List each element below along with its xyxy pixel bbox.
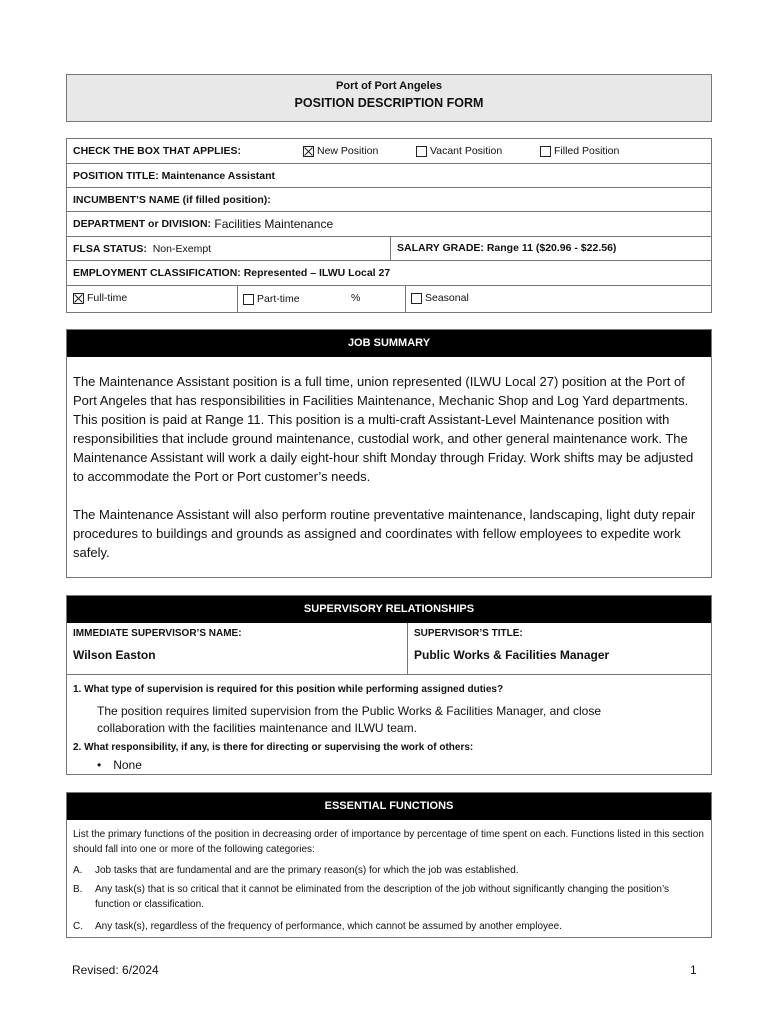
new-position-option[interactable]	[303, 145, 378, 157]
answer-2: None	[113, 758, 142, 772]
seasonal-checkbox[interactable]	[411, 293, 422, 304]
part-time-checkbox[interactable]	[243, 294, 254, 305]
question-2: 2. What responsibility, if any, is there for directing or supervising the work of others:	[73, 742, 474, 753]
question-1: 1. What type of supervision is required for this position while performing assigned duties?	[73, 684, 504, 695]
row-divider	[237, 286, 238, 312]
check-box-row	[67, 139, 711, 164]
category-c-text: Any task(s), regardless of the frequency of performance, which cannot be assumed by another employee.	[95, 921, 562, 932]
supervisory-heading: SUPERVISORY RELATIONSHIPS	[67, 596, 711, 623]
full-time-label: Full-time	[87, 292, 128, 304]
supervisor-name: Wilson Easton	[73, 648, 156, 662]
position-info-table	[66, 138, 712, 313]
category-b-letter: B.	[73, 884, 83, 895]
flsa-label: FLSA STATUS:	[73, 242, 147, 255]
supervisor-row	[67, 623, 711, 675]
vacant-position-checkbox[interactable]	[416, 146, 427, 157]
employment-type-row	[67, 286, 711, 312]
job-summary-paragraph-1: The Maintenance Assistant position is a full time, union represented (ILWU Local 27) position at the Port of Port Angeles that has responsibilities in Facilities Maintenance, Mechanic Shop and Log Yard departments. This position is paid at Range 11. This position is a multi-craft Assistant-Level Maintenance position with responsibilities that include ground maintenance, custodial work, and other general maintenance work. The Maintenance Assistant will work a daily eight-hour shift Monday through Friday. Work shifts may be adjusted to accommodate the Port or Port customer’s needs.	[73, 374, 694, 484]
employment-class-row	[67, 261, 711, 286]
supervisor-name-label: IMMEDIATE SUPERVISOR’S NAME:	[73, 628, 242, 639]
new-position-label: New Position	[317, 145, 379, 157]
answer-1: The position requires limited supervision from the Public Works & Facilities Manager, and close collaboration with the facilities maintenance and ILWU team.	[97, 704, 601, 735]
category-c-letter: C.	[73, 921, 83, 932]
category-b	[73, 882, 705, 912]
new-position-checkbox[interactable]	[303, 146, 314, 157]
part-time-option[interactable]	[243, 293, 300, 305]
category-a-text: Job tasks that are fundamental and are the primary reason(s) for which the job was established.	[95, 865, 519, 876]
bullet-icon: •	[97, 758, 102, 772]
form-header	[66, 74, 712, 122]
essential-functions-heading: ESSENTIAL FUNCTIONS	[67, 793, 711, 820]
part-time-label: Part-time	[257, 293, 300, 305]
check-box-label: CHECK THE BOX THAT APPLIES:	[73, 145, 242, 157]
vacant-position-option[interactable]	[416, 145, 502, 157]
revised-date: Revised: 6/2024	[72, 963, 159, 977]
department-label: DEPARTMENT or DIVISION:	[73, 218, 212, 230]
job-summary-paragraph-2: The Maintenance Assistant will also perform routine preventative maintenance, landscaping, light duty repair procedures to buildings and grounds as assigned and coordinates with fellow employees to expedite work safely.	[73, 507, 696, 560]
job-summary-section	[66, 329, 712, 578]
incumbent-row	[67, 188, 711, 212]
essential-functions-intro: List the primary functions of the position in decreasing order of importance by percentage of time spent on each. Functions listed in this section should fall into one or more of the following categories:	[73, 829, 704, 855]
incumbent-label: INCUMBENT’S NAME (if filled position):	[73, 193, 271, 206]
category-c	[73, 919, 705, 934]
filled-position-checkbox[interactable]	[540, 146, 551, 157]
supervisor-title-label: SUPERVISOR’S TITLE:	[414, 628, 523, 639]
full-time-checkbox[interactable]	[73, 293, 84, 304]
row-divider	[405, 286, 406, 312]
salary-grade: SALARY GRADE: Range 11 ($20.96 - $22.56)	[397, 242, 617, 254]
position-title: POSITION TITLE: Maintenance Assistant	[73, 169, 276, 182]
category-a-letter: A.	[73, 865, 83, 876]
flsa-salary-row	[67, 237, 711, 261]
vacant-position-label: Vacant Position	[430, 145, 503, 157]
supervisor-title: Public Works & Facilities Manager	[414, 648, 610, 662]
organization-name: Port of Port Angeles	[336, 80, 442, 92]
row-divider	[390, 237, 391, 261]
full-time-option[interactable]	[73, 292, 127, 304]
filled-position-option[interactable]	[540, 145, 619, 157]
position-title-row	[67, 164, 711, 188]
essential-functions-section	[66, 792, 712, 938]
department-value: Facilities Maintenance	[211, 217, 334, 231]
department-row	[67, 212, 711, 237]
page-number: 1	[690, 963, 697, 977]
job-summary-heading: JOB SUMMARY	[67, 330, 711, 357]
seasonal-label: Seasonal	[425, 292, 469, 304]
category-a	[73, 863, 705, 878]
employment-classification: EMPLOYMENT CLASSIFICATION: Represented – ILWU Local 27	[73, 267, 391, 279]
row-divider	[407, 623, 408, 674]
supervisory-section	[66, 595, 712, 775]
filled-position-label: Filled Position	[554, 145, 620, 157]
percent-sign: %	[351, 292, 361, 304]
category-b-text: Any task(s) that is so critical that it cannot be eliminated from the description of the job without significantly changing the position’s function or classification.	[95, 884, 670, 910]
form-title: POSITION DESCRIPTION FORM	[294, 96, 484, 110]
answer-2-item	[97, 758, 142, 772]
flsa-value: Non-Exempt	[146, 242, 212, 255]
seasonal-option[interactable]	[411, 292, 469, 304]
